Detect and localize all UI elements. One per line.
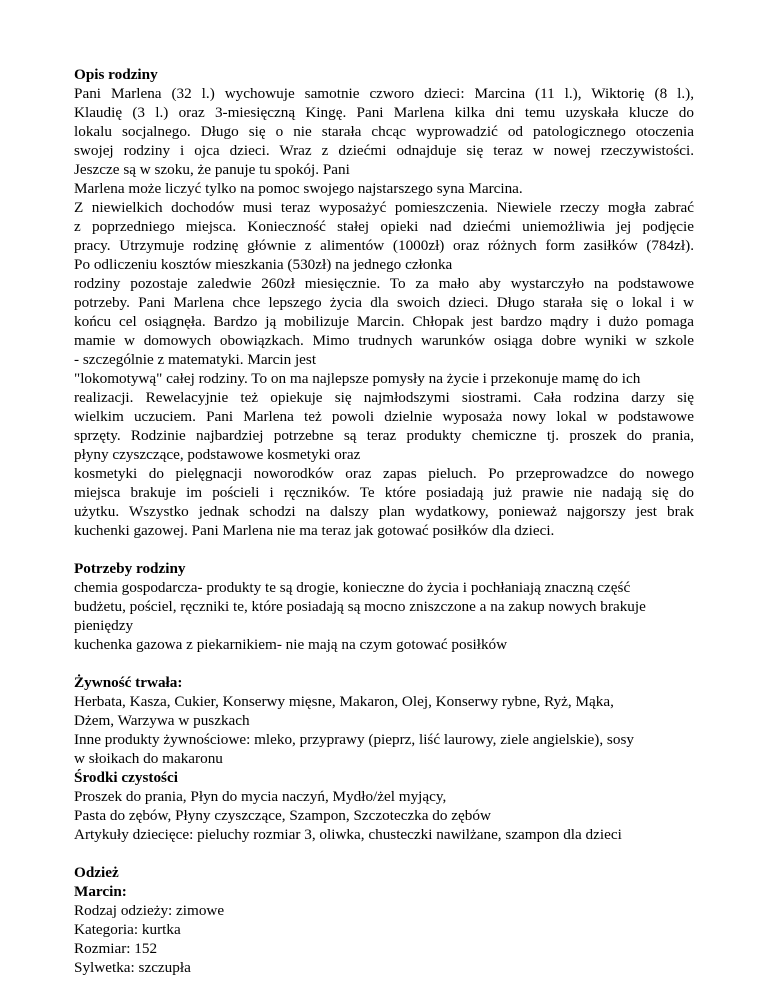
spacer [74, 654, 694, 673]
opis-line: Po odliczeniu kosztów mieszkania (530zł) na jednego członka [74, 256, 453, 273]
opis-line: kosmetyki do pielęgnacji noworodków oraz zapas pieluch. Po przeprowadzce do nowego [74, 465, 694, 482]
opis-line: realizacji. Rewelacyjnie też opiekuje się najmłodszymi siostrami. Cała rodzina darzy się [74, 389, 694, 406]
odziez-line: Sylwetka: szczupła [74, 959, 191, 976]
opis-line: sprzęty. Rodzinie najbardziej potrzebne są teraz produkty chemiczne tj. proszek do prania, [74, 427, 694, 444]
opis-line: "lokomotywą" całej rodziny. To on ma najlepsze pomysły na życie i przekonuje mamę do ich [74, 370, 641, 387]
opis-line: swojej rodziny i ojca dzieci. Wraz z dziećmi odnajduje się teraz w nowej rzeczywistości. [74, 142, 694, 159]
opis-line: lokalu socjalnego. Długo się o nie starała chcąc wyprowadzić od patologicznego otoczenia [74, 123, 694, 140]
potrzeby-line: chemia gospodarcza- produkty te są drogie, konieczne do życia i pochłaniają znaczną część [74, 579, 631, 596]
srodki-line: Pasta do zębów, Płyny czyszczące, Szampon, Szczoteczka do zębów [74, 807, 491, 824]
odziez-person-name: Marcin: [74, 883, 127, 900]
opis-line: mamie w domowych obowiązkach. Mimo trudnych warunków osiąga dobre wyniki w szkole [74, 332, 694, 349]
opis-line: - szczególnie z matematyki. Marcin jest [74, 351, 317, 368]
heading-srodki-czystosci: Środki czystości [74, 769, 178, 786]
opis-line: Z niewielkich dochodów musi teraz wyposażyć pomieszczenia. Niewiele rzeczy mogła zabrać [74, 199, 694, 216]
spacer [74, 540, 694, 559]
opis-line: potrzeby. Pani Marlena chce lepszego życia dla swoich dzieci. Długo starała się o lokal i w [74, 294, 694, 311]
heading-opis-rodziny: Opis rodziny [74, 66, 158, 83]
odziez-line: Rozmiar: 152 [74, 940, 158, 957]
opis-line: końcu cel osiągnęła. Bardzo ją mobilizuje Marcin. Chłopak jest bardzo mądry i dużo pomaga [74, 313, 694, 330]
opis-line: płyny czyszczące, podstawowe kosmetyki oraz [74, 446, 361, 463]
zywnosc-line: w słoikach do makaronu [74, 750, 223, 767]
opis-line: z poprzedniego miejsca. Konieczność stałej opieki nad dziećmi uniemożliwia jej podjęcie [74, 218, 694, 235]
zywnosc-line: Inne produkty żywnościowe: mleko, przyprawy (pieprz, liść laurowy, ziele angielskie), sosy [74, 731, 634, 748]
heading-odziez: Odzież [74, 864, 119, 881]
opis-line: Klaudię (3 l.) oraz 3-miesięczną Kingę. Pani Marlena kilka dni temu uzyskała klucze do [74, 104, 694, 121]
srodki-line: Artykuły dziecięce: pieluchy rozmiar 3, oliwka, chusteczki nawilżane, szampon dla dzieci [74, 826, 622, 843]
opis-line: rodziny pozostaje zaledwie 260zł miesięcznie. To za mało aby wystarczyło na podstawowe [74, 275, 694, 292]
zywnosc-line: Dżem, Warzywa w puszkach [74, 712, 250, 729]
heading-zywnosc-trwala: Żywność trwała: [74, 674, 183, 691]
odziez-line: Rodzaj odzieży: zimowe [74, 902, 225, 919]
opis-line: kuchenki gazowej. Pani Marlena nie ma teraz jak gotować posiłków dla dzieci. [74, 522, 555, 539]
spacer [74, 844, 694, 863]
heading-potrzeby-rodziny: Potrzeby rodziny [74, 560, 186, 577]
potrzeby-line: budżetu, pościel, ręczniki te, które posiadają są mocno zniszczone a na zakup nowych brakuje [74, 598, 646, 615]
potrzeby-line: pieniędzy [74, 617, 134, 634]
opis-line: pracy. Utrzymuje rodzinę głównie z alimentów (1000zł) oraz różnych form zasiłków (784zł). [74, 237, 694, 254]
zywnosc-line: Herbata, Kasza, Cukier, Konserwy mięsne, Makaron, Olej, Konserwy rybne, Ryż, Mąka, [74, 693, 614, 710]
opis-line: Jeszcze są w szoku, że panuje tu spokój. Pani [74, 161, 350, 178]
opis-line: użytku. Wszystko jednak schodzi na dalszy plan wydatkowy, ponieważ najgorszy jest brak [74, 503, 694, 520]
odziez-line: Kategoria: kurtka [74, 921, 181, 938]
opis-line: miejsca brakuje im pościeli i ręczników. Te które posiadają już prawie nie nadają się do [74, 484, 694, 501]
potrzeby-line: kuchenka gazowa z piekarnikiem- nie mają na czym gotować posiłków [74, 636, 508, 653]
opis-line: Pani Marlena (32 l.) wychowuje samotnie czworo dzieci: Marcina (11 l.), Wiktorię (8 l.), [74, 85, 694, 102]
opis-rodziny-body [74, 84, 694, 540]
opis-line: wielkim uczuciem. Pani Marlena też powoli dzielnie wyposaża nowy lokal w podstawowe [74, 408, 694, 425]
srodki-line: Proszek do prania, Płyn do mycia naczyń, Mydło/żel myjący, [74, 788, 447, 805]
opis-line: Marlena może liczyć tylko na pomoc swojego najstarszego syna Marcina. [74, 180, 523, 197]
